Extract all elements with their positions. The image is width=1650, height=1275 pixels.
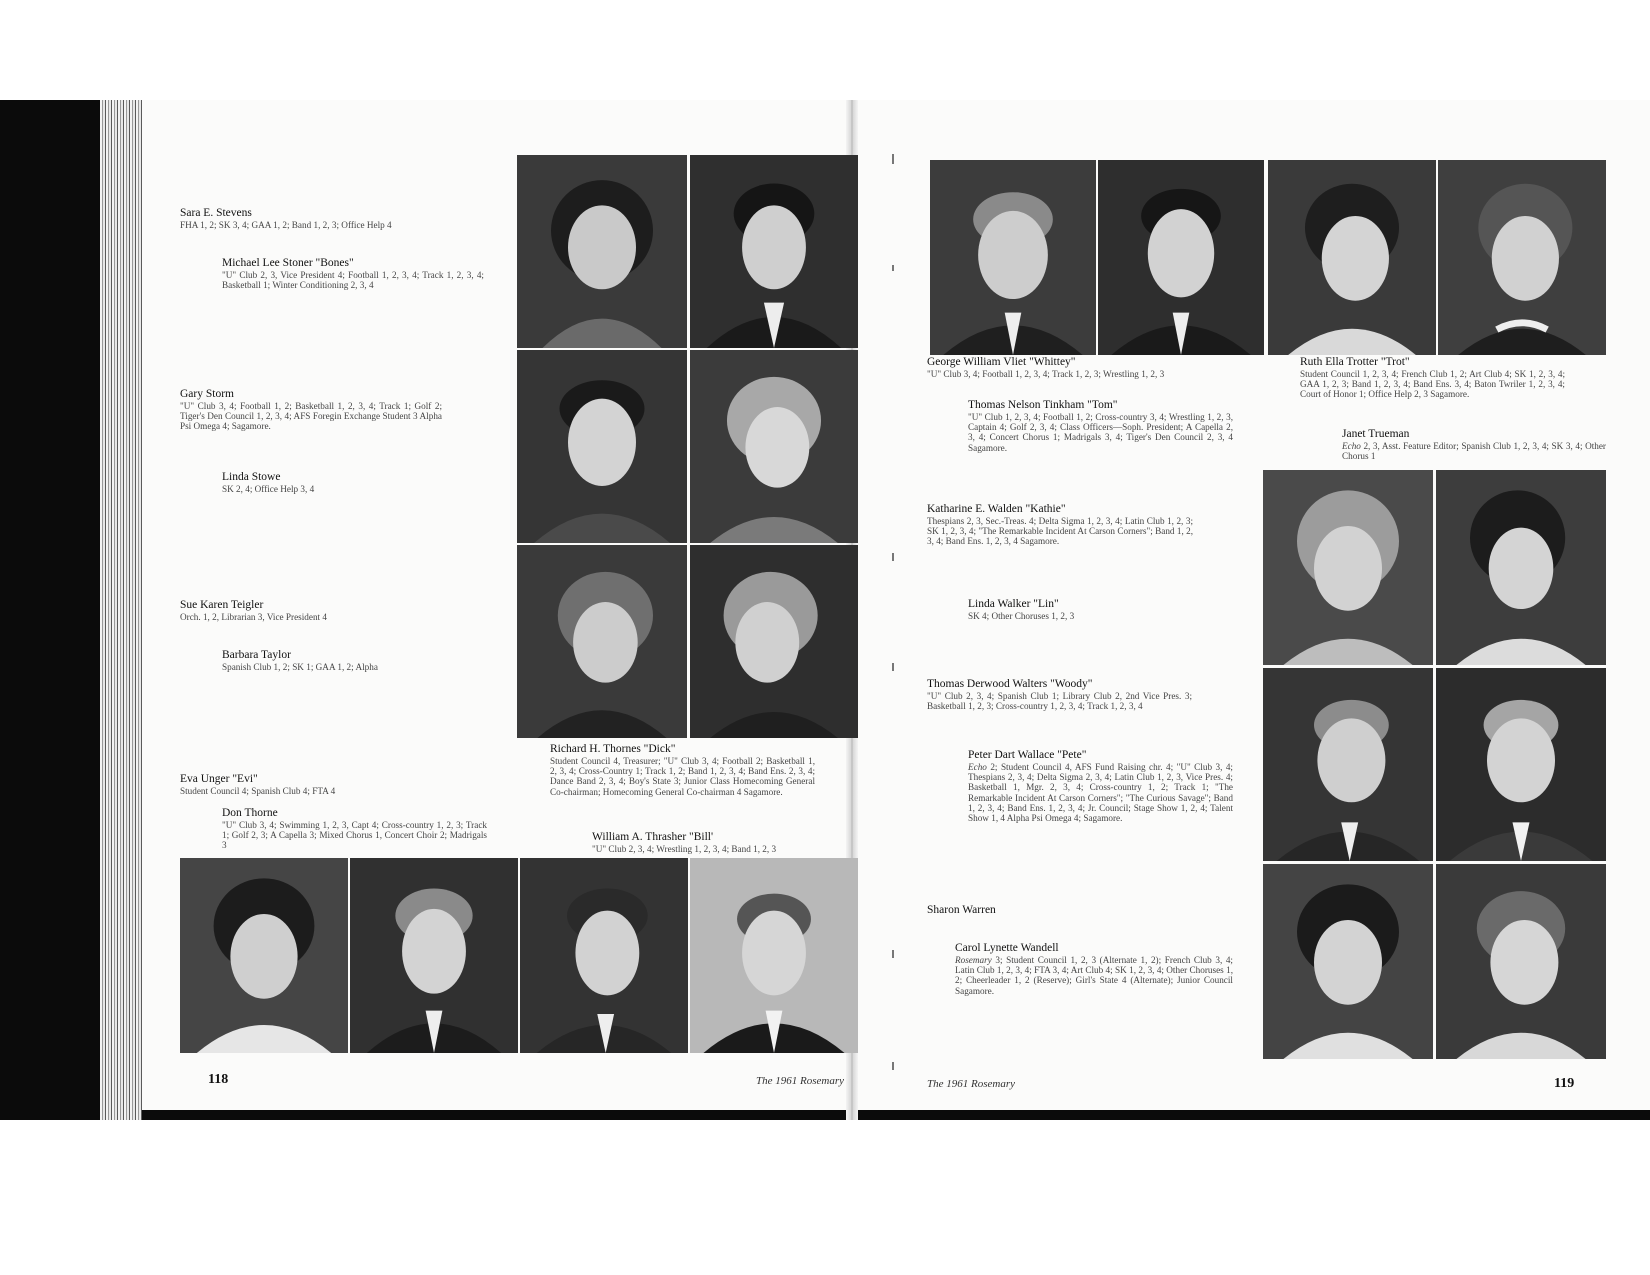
page-number-right: 119 (1554, 1076, 1575, 1091)
student-activities: "U" Club 1, 2, 3, 4; Football 1, 2; Cross-country 3, 4; Wrestling 1, 2, 3, Captain 4; Golf 2, 3, 4; Class Officers—Soph. President; A Capella 2, 3, 4; Concert Chorus 1; Madrigals 3, 4; Tiger's Den Council 2, 3, 4 Sagamore. (968, 411, 1233, 453)
entry-william-thrasher (592, 831, 842, 854)
portrait-thomas-walters (1263, 668, 1433, 861)
student-activities: Student Council 1, 2, 3, 4; French Club 1, 2; Art Club 4; SK 1, 2, 3, 4; GAA 1, 2, 3; Band 1, 2, 3, 4; Band Ens. 3, 4; Baton Twriler 1, 2, 3, 4; Court of Honor 1; Office Help 2, 3 Sagamore. (1300, 368, 1565, 400)
student-name: Katharine E. Walden "Kathie" (927, 503, 1066, 515)
student-name: Thomas Derwood Walters "Woody" (927, 678, 1093, 690)
student-name: Sue Karen Teigler (180, 599, 264, 611)
portrait-sara-stevens (517, 155, 687, 348)
entry-sharon-warren (927, 904, 1192, 917)
student-activities: Thespians 2, 3, Sec.-Treas. 4; Delta Sigma 1, 2, 3, 4; Latin Club 1, 2, 3; SK 1, 2, 3, 4; "The Remarkable Incident At Carson Corners"; Band 1, 2, 3, 4; Band Ens. 1, 2, 3, 4 Sagamore. (927, 515, 1193, 547)
entry-peter-wallace (968, 749, 1233, 824)
portrait-peter-wallace (1436, 668, 1606, 861)
student-activities: "U" Club 3, 4; Swimming 1, 2, 3, Capt 4; Cross-country 1, 2, 3; Track 1; Golf 2, 3; A Capella 3; Mixed Chorus 1, Concert Choir 2; Madrigals 3 (222, 819, 487, 851)
binding-mark (892, 553, 894, 561)
student-name: Michael Lee Stoner "Bones" (222, 257, 354, 269)
entry-linda-walker (968, 598, 1233, 621)
portrait-william-thrasher (690, 858, 858, 1053)
student-activities: Student Council 4; Spanish Club 4; FTA 4 (180, 785, 336, 796)
entry-eva-unger (180, 773, 470, 796)
entry-thomas-walters (927, 678, 1192, 711)
portrait-barbara-taylor (690, 545, 858, 738)
entry-linda-stowe (222, 471, 484, 494)
student-name: Gary Storm (180, 388, 234, 400)
student-name: Peter Dart Wallace "Pete" (968, 749, 1087, 761)
student-activities: Orch. 1, 2, Librarian 3, Vice President 4 (180, 611, 328, 622)
student-activities: "U" Club 2, 3, 4; Spanish Club 1; Library Club 2, 2nd Vice Pres. 3; Basketball 1, 2, 3; Cross-country 1, 2, 3, 4; Track 1, 2, 3, 4 (927, 690, 1192, 712)
page-number-left: 118 (208, 1072, 229, 1087)
portrait-richard-thornes (520, 858, 688, 1053)
portrait-thomas-tinkham (1098, 160, 1264, 355)
student-activities: Student Council 4, Treasurer; "U" Club 3, 4; Football 2; Basketball 1, 2, 3, 4; Cross-Country 1; Track 1, 2; Band 1, 2, 3, 4; Band Ens. 2, 3, 4; Dance Band 2, 3, 4; Boy's State 3; Junior Class Homecoming General Co-chairman; Homecoming General Co-chairman 4 Sagamore. (550, 755, 815, 797)
entry-barbara-taylor (222, 649, 484, 672)
entry-george-vliet (927, 356, 1195, 379)
student-activities: SK 2, 4; Office Help 3, 4 (222, 483, 315, 494)
binding-mark (892, 265, 894, 271)
binding-mark (892, 154, 894, 164)
student-activities: FHA 1, 2; SK 3, 4; GAA 1, 2; Band 1, 2, 3; Office Help 4 (180, 219, 392, 230)
student-activities: "U" Club 2, 3, Vice President 4; Football 1, 2, 3, 4; Track 1, 2, 3, 4; Basketball 1; Winter Conditioning 2, 3, 4 (222, 269, 484, 291)
entry-carol-wandell (955, 942, 1233, 996)
dark-background-left (0, 100, 100, 1120)
running-title-right: The 1961 Rosemary (927, 1078, 1015, 1090)
student-name: Barbara Taylor (222, 649, 291, 661)
student-name: Linda Stowe (222, 471, 281, 483)
dark-background-bottom (0, 1110, 1650, 1120)
binding-mark (892, 663, 894, 671)
portrait-katharine-walden (1263, 470, 1433, 665)
student-name: George William Vliet "Whittey" (927, 356, 1076, 368)
portrait-linda-stowe (690, 350, 858, 543)
entry-michael-stoner (222, 257, 484, 290)
student-name: Eva Unger "Evi" (180, 773, 258, 785)
student-name: Thomas Nelson Tinkham "Tom" (968, 399, 1118, 411)
student-activities: "U" Club 2, 3, 4; Wrestling 1, 2, 3, 4; Band 1, 2, 3 (592, 843, 777, 854)
student-activities: Echo 2; Student Council 4, AFS Fund Raising chr. 4; "U" Club 3, 4; Thespians 2, 3, 4; Delta Sigma 2, 3, 4; Latin Club 1, 2, 3, Vice Pres. 4; Basketball 1, Mgr. 2, 3, 4; Cross-country 1, 2; Track 1; "The Remarkable Incident At Carson Corners"; "The Curious Savage"; Band 1, 2, 3, 4; Band Ens. 1, 2, 3, 4; Jr. Council; Stage Show 1, 2, 4; Talent Show 1, 4 Alpha Psi Omega 4; Sagamore. (968, 761, 1233, 824)
student-name: Sharon Warren (927, 904, 996, 916)
student-name: Don Thorne (222, 807, 278, 819)
entry-sara-stevens (180, 207, 470, 230)
portrait-gary-storm (517, 350, 687, 543)
binding-mark (892, 950, 894, 958)
portrait-george-vliet (930, 160, 1096, 355)
page-edges (100, 100, 142, 1120)
entry-richard-thornes (550, 743, 815, 797)
student-activities: "U" Club 3, 4; Football 1, 2; Basketball 1, 2, 3, 4; Track 1; Golf 2; Tiger's Den Council 1, 2, 3, 4; AFS Foregin Exchange Student 3 Alpha Psi Omega 4; Sagamore. (180, 400, 442, 432)
student-activities: Spanish Club 1, 2; SK 1; GAA 1, 2; Alpha (222, 661, 378, 672)
portrait-don-thorne (350, 858, 518, 1053)
portrait-ruth-trotter (1268, 160, 1436, 355)
portrait-janet-trueman (1438, 160, 1606, 355)
student-activities: Rosemary 3; Student Council 1, 2, 3 (Alternate 1, 2); French Club 3, 4; Latin Club 1, 2, 3, 4; FTA 3, 4; Art Club 4; SK 1, 2, 3, 4; Other Choruses 1, 2; Cheerleader 1, 2 (Reserve); Girl's State 4 (Alternate); Junior Council Sagamore. (955, 954, 1233, 996)
entry-sue-teigler (180, 599, 470, 622)
student-activities: Echo 2, 3, Asst. Feature Editor; Spanish Club 1, 2, 3, 4; SK 3, 4; Other Chorus 1 (1342, 440, 1606, 462)
portrait-michael-stoner (690, 155, 858, 348)
running-title-left: The 1961 Rosemary (756, 1075, 844, 1087)
student-name: William A. Thrasher "Bill' (592, 831, 714, 843)
student-name: Linda Walker "Lin" (968, 598, 1059, 610)
student-name: Ruth Ella Trotter "Trot" (1300, 356, 1410, 368)
student-name: Janet Trueman (1342, 428, 1410, 440)
binding-mark (892, 1062, 894, 1070)
entry-gary-storm (180, 388, 442, 432)
entry-ruth-trotter (1300, 356, 1565, 400)
top-margin (0, 0, 1650, 100)
entry-thomas-tinkham (968, 399, 1233, 453)
student-name: Carol Lynette Wandell (955, 942, 1059, 954)
student-activities: SK 4; Other Choruses 1, 2, 3 (968, 610, 1075, 621)
portrait-carol-wandell (1436, 864, 1606, 1059)
portrait-eva-unger (180, 858, 348, 1053)
student-name: Sara E. Stevens (180, 207, 252, 219)
entry-katharine-walden (927, 503, 1193, 547)
portrait-sue-teigler (517, 545, 687, 738)
student-name: Richard H. Thornes "Dick" (550, 743, 676, 755)
entry-janet-trueman (1342, 428, 1606, 461)
portrait-linda-walker (1436, 470, 1606, 665)
entry-don-thorne (222, 807, 487, 851)
student-activities: "U" Club 3, 4; Football 1, 2, 3, 4; Track 1, 2, 3; Wrestling 1, 2, 3 (927, 368, 1165, 379)
portrait-sharon-warren (1263, 864, 1433, 1059)
